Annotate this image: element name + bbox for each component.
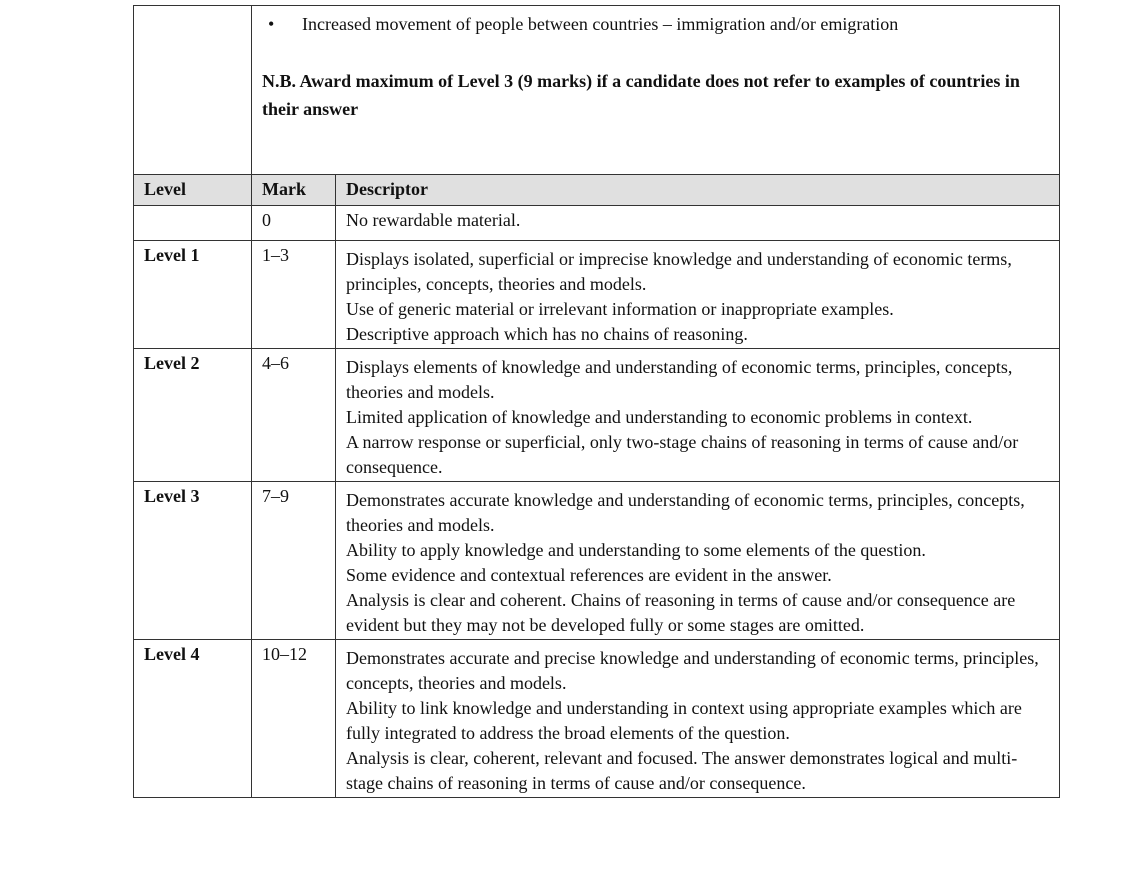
table-row (134, 349, 1060, 482)
bullet-text: Increased movement of people between countries – immigration and/or emigration (302, 14, 899, 34)
level-cell: Level 3 (134, 482, 252, 640)
intro-cell (252, 6, 1060, 175)
mark-cell: 4–6 (252, 349, 336, 482)
descriptor-cell (336, 206, 1060, 241)
table-row (134, 206, 1060, 241)
nb-note: N.B. Award maximum of Level 3 (9 marks) if a candidate does not refer to examples of countries in their answer (262, 71, 1020, 119)
mark-cell: 10–12 (252, 640, 336, 798)
descriptor-cell (336, 241, 1060, 349)
table-row (134, 482, 1060, 640)
intro-row (134, 6, 1060, 175)
header-mark: Mark (252, 175, 336, 206)
intro-blank-cell (134, 6, 252, 175)
bullet-item (268, 12, 1049, 37)
descriptor-line: Descriptive approach which has no chains of reasoning. (346, 324, 748, 344)
descriptor-line: Demonstrates accurate knowledge and understanding of economic terms, principles, concepts, theories and models. (346, 490, 1025, 535)
descriptor-line: A narrow response or superficial, only two-stage chains of reasoning in terms of cause and/or consequence. (346, 432, 1019, 477)
mark-cell: 0 (252, 206, 336, 241)
descriptor-line: Some evidence and contextual references are evident in the answer. (346, 565, 832, 585)
mark-scheme-table (133, 5, 1060, 798)
level-cell: Level 2 (134, 349, 252, 482)
header-level: Level (134, 175, 252, 206)
table-row (134, 640, 1060, 798)
header-row (134, 175, 1060, 206)
descriptor-cell (336, 482, 1060, 640)
descriptor-line: Analysis is clear and coherent. Chains of reasoning in terms of cause and/or consequence are evident but they may not be developed fully or some stages are omitted. (346, 590, 1016, 635)
level-cell (134, 206, 252, 241)
descriptor-line: Displays elements of knowledge and understanding of economic terms, principles, concepts, theories and models. (346, 357, 1013, 402)
header-descriptor: Descriptor (336, 175, 1060, 206)
descriptor-line: Limited application of knowledge and understanding to economic problems in context. (346, 407, 973, 427)
bullet-icon: • (268, 14, 275, 34)
descriptor-cell (336, 640, 1060, 798)
mark-cell: 1–3 (252, 241, 336, 349)
level-cell: Level 4 (134, 640, 252, 798)
descriptor-line: No rewardable material. (346, 210, 521, 230)
descriptor-line: Demonstrates accurate and precise knowledge and understanding of economic terms, principles, concepts, theories and models. (346, 648, 1039, 693)
table-row (134, 241, 1060, 349)
level-cell: Level 1 (134, 241, 252, 349)
mark-cell: 7–9 (252, 482, 336, 640)
descriptor-cell (336, 349, 1060, 482)
descriptor-line: Ability to apply knowledge and understanding to some elements of the question. (346, 540, 926, 560)
descriptor-line: Use of generic material or irrelevant information or inappropriate examples. (346, 299, 894, 319)
descriptor-line: Ability to link knowledge and understanding in context using appropriate examples which are fully integrated to address the broad elements of the question. (346, 698, 1022, 743)
descriptor-line: Displays isolated, superficial or imprecise knowledge and understanding of economic terms, principles, concepts, theories and models. (346, 249, 1012, 294)
descriptor-line: Analysis is clear, coherent, relevant and focused. The answer demonstrates logical and multi-stage chains of reasoning in terms of cause and/or consequence. (346, 748, 1018, 793)
